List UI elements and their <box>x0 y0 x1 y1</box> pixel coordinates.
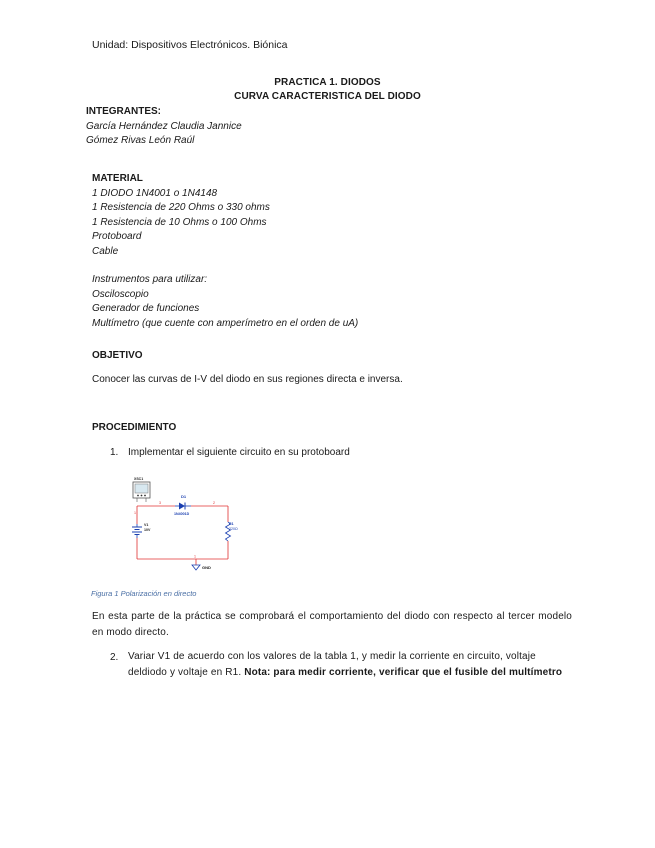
node-label: 3 <box>159 501 161 505</box>
step-number: 2. <box>110 652 119 663</box>
material-item: 1 Resistencia de 220 Ohms o 330 ohms <box>92 202 270 213</box>
procedure-paragraph: En esta parte de la práctica se comprobará el comportamiento del diodo con respecto al tercer modelo en modo directo. <box>92 611 572 638</box>
objetivo-heading: OBJETIVO <box>92 350 143 361</box>
voltage-source-symbol <box>132 524 142 538</box>
gnd-label: GND <box>202 565 211 570</box>
resistor-value: 220Ω <box>229 527 238 531</box>
circuit-diagram <box>125 474 255 579</box>
practice-title: PRACTICA 1. DIODOS <box>274 77 381 88</box>
instrument-item: Osciloscopio <box>92 289 149 300</box>
xsc-label: XSC1 <box>134 477 144 481</box>
step-2-text <box>128 649 572 681</box>
node-label: 1 <box>194 554 196 559</box>
oscilloscope-icon <box>133 482 150 502</box>
ground-icon <box>192 565 200 570</box>
material-item: Cable <box>92 246 119 257</box>
step-1-text: Implementar el siguiente circuito en su protoboard <box>128 447 350 458</box>
step-number: 1. <box>110 447 119 458</box>
source-value: 10V <box>144 528 151 532</box>
source-label: V1 <box>144 523 149 527</box>
instrument-item: Generador de funciones <box>92 303 200 314</box>
instrument-item: Multímetro (que cuente con amperímetro en el orden de uA) <box>92 318 359 329</box>
objetivo-text: Conocer las curvas de I-V del diodo en sus regiones directa e inversa. <box>92 374 403 385</box>
diode-symbol <box>175 503 191 510</box>
document-header: Unidad: Dispositivos Electrónicos. Biónica <box>92 39 288 51</box>
practice-subtitle: CURVA CARACTERISTICA DEL DIODO <box>234 91 421 102</box>
step-2-body: Variar V1 de acuerdo con los valores de la tabla 1, y medir la corriente en circuito, voltaje deldiodo y voltaje en R1. <box>128 651 536 678</box>
member-name: Gómez Rivas León Raúl <box>86 135 195 146</box>
step-2-note: Nota: para medir corriente, verificar que el fusible del multímetro <box>244 667 563 678</box>
node-label: 1 <box>134 511 136 515</box>
instruments-heading: Instrumentos para utilizar: <box>92 274 208 285</box>
resistor-label: R1 <box>229 522 234 526</box>
diode-label: D1 <box>181 494 187 499</box>
material-item: Protoboard <box>92 231 142 242</box>
figure-caption: Figura 1 Polarización en directo <box>91 589 197 598</box>
integrantes-heading: INTEGRANTES: <box>86 106 161 117</box>
diode-model: 1N4001D <box>174 512 190 516</box>
node-label: 2 <box>213 501 215 505</box>
member-name: García Hernández Claudia Jannice <box>86 121 242 132</box>
procedimiento-heading: PROCEDIMIENTO <box>92 422 177 433</box>
material-item: 1 DIODO 1N4001 o 1N4148 <box>92 188 218 199</box>
material-item: 1 Resistencia de 10 Ohms o 100 Ohms <box>92 217 267 228</box>
material-heading: MATERIAL <box>92 173 143 184</box>
